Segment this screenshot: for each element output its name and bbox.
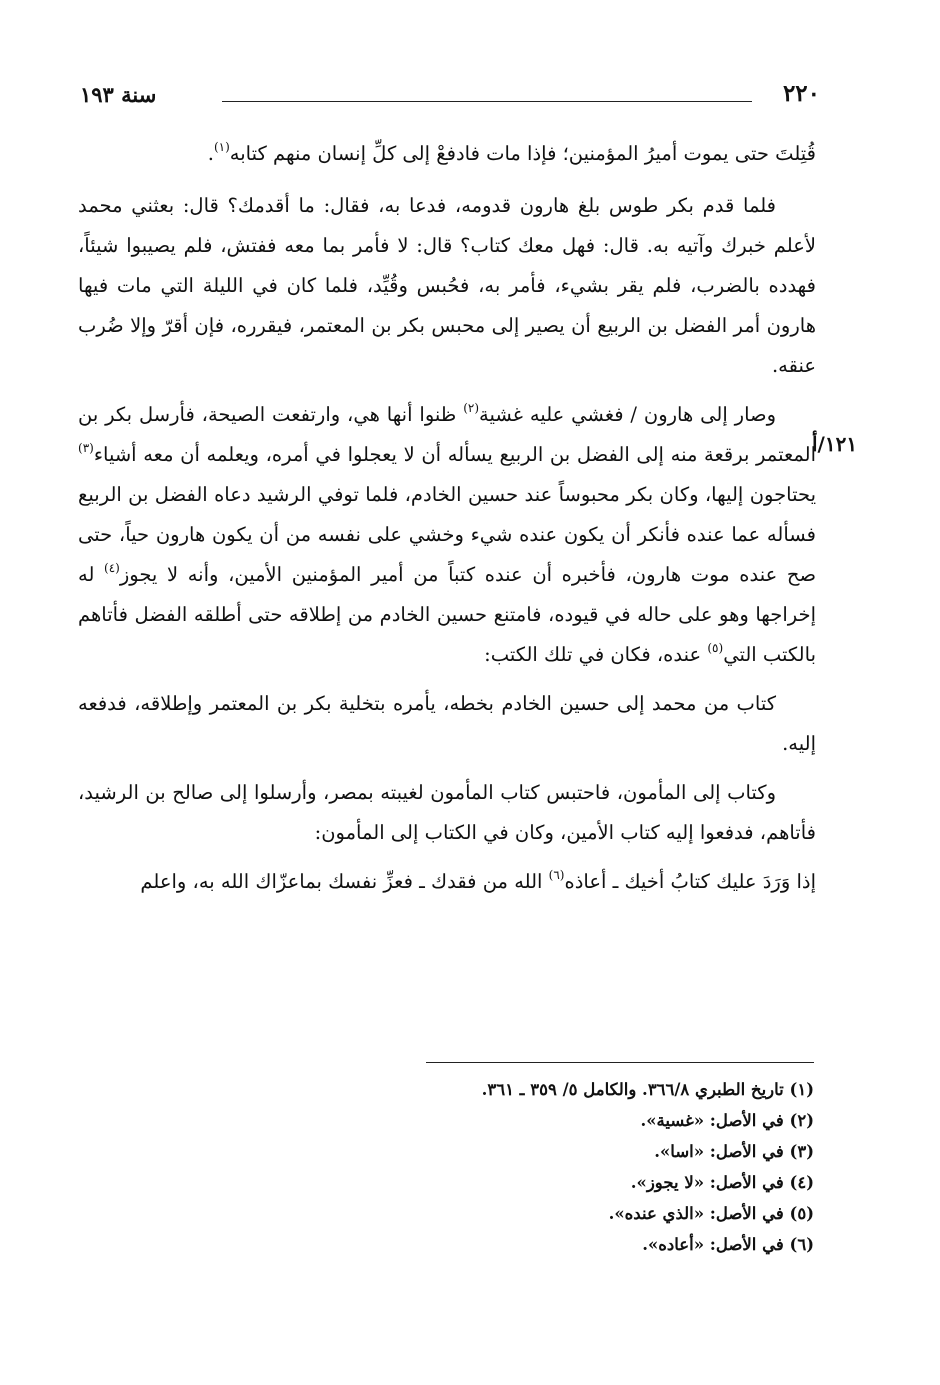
footnotes xyxy=(114,1074,814,1260)
footnote-marker: (٦) xyxy=(548,868,565,882)
text-run: إذا وَرَدَ عليك كتابُ أخيك ـ أعاذه xyxy=(564,870,816,893)
footnote-item: (٢) في الأصل: «غسية». xyxy=(640,1111,814,1130)
paragraph-4: كتاب من محمد إلى حسين الخادم بخطه، يأمره بتخلية بكر بن المعتمر وإطلاقه، فدفعه إليه. xyxy=(78,692,816,755)
text-run: قُتِلتَ حتى يموت أميرُ المؤمنين؛ فإذا مات فادفعْ إلى كلِّ إنسان منهم كتابه xyxy=(229,142,816,165)
text-run: . xyxy=(207,142,214,165)
footnote-item: (١) تاريخ الطبري ٣٦٦/٨. والكامل ٥/ ٣٥٩ ـ ٣٦١. xyxy=(481,1080,814,1099)
paragraph-1 xyxy=(78,136,816,172)
text-run: الله من فقدك ـ فعزِّ نفسك بماعزّاك الله به، واعلم xyxy=(140,870,549,893)
footnote-marker: (٤) xyxy=(104,561,120,575)
footnote-marker: (٢) xyxy=(463,401,480,415)
footnote-item: (٣) في الأصل: «اسا». xyxy=(654,1142,814,1161)
page-number: ٢٢٠ xyxy=(782,80,820,107)
footnote-separator xyxy=(426,1062,814,1063)
paragraph-5: وكتاب إلى المأمون، فاحتبس كتاب المأمون لغيبته بمصر، وأرسلوا إلى صالح بن الرشيد، فأتاهم، فدفعوا إليه كتاب الأمين، وكان في الكتاب إلى المأمون: xyxy=(78,781,816,844)
footnote-item: (٤) في الأصل: «لا يجوز». xyxy=(630,1173,814,1192)
paragraph-3 xyxy=(78,395,816,675)
text-run: عنده، فكان في تلك الكتب: xyxy=(484,643,708,666)
paragraph-2: فلما قدم بكر طوس بلغ هارون قدومه، فدعا به، فقال: ما أقدمك؟ قال: بعثني محمد لأعلم خبرك وآتيه به. قال: فهل معك كتاب؟ قال: لا فأمر بما معه ففتش، فلم يصيبوا شيئاً، فهدده بالضرب، فلم يقر بشيء، فأمر به، فحُبس وقُيِّد، فلما كان في الليلة التي مات فيها هارون أمر الفضل بن الربيع أن يصير إلى محبس بكر بن المعتمر، فيقرره، فإن أقرّ وإلا ضُرب عنقه. xyxy=(78,194,816,377)
footnote-item: (٥) في الأصل: «الذي عنده». xyxy=(608,1204,814,1223)
text-run: وصار إلى هارون / فغشي عليه غشية xyxy=(479,403,776,426)
year-label: سنة ١٩٣ xyxy=(80,82,157,107)
paragraph-6 xyxy=(78,862,816,902)
footnote-marker: (٥) xyxy=(707,641,724,655)
text-run: له إخراجها وهو على حاله في قيوده، فامتنع حسين الخادم من إطلاقه حتى أطلقه الفضل فأتاهم بالكتب التي xyxy=(78,563,816,666)
main-text xyxy=(78,136,816,911)
footnote-marker: (٣) xyxy=(78,441,94,455)
manuscript-folio-ref: ١٢١/أ xyxy=(812,432,858,456)
text-run: ظنوا أنها هي، وارتفعت الصيحة، فأرسل بكر بن المعتمر برقعة منه إلى الفضل بن الربيع يسأله أن لا يعجلوا في أمره، ويعلمه أن معه أشياء xyxy=(78,403,816,466)
footnote-item: (٦) في الأصل: «أعاده». xyxy=(642,1235,814,1254)
page-header xyxy=(80,80,820,114)
header-rule xyxy=(222,101,752,102)
text-run: يحتاجون إليها، وكان بكر محبوساً عند حسين الخادم، فلما توفي الرشيد دعاه الفضل بن الربيع فسأله عما عنده فأنكر أن يكون عنده شيء وخشي على نفسه من أن يكون هارون حياً، حتى صح عنده موت هارون، فأخبره أن عنده كتباً من أمير المؤمنين الأمين، وأنه لا يجوز xyxy=(78,483,816,586)
footnote-marker: (١) xyxy=(213,140,230,154)
